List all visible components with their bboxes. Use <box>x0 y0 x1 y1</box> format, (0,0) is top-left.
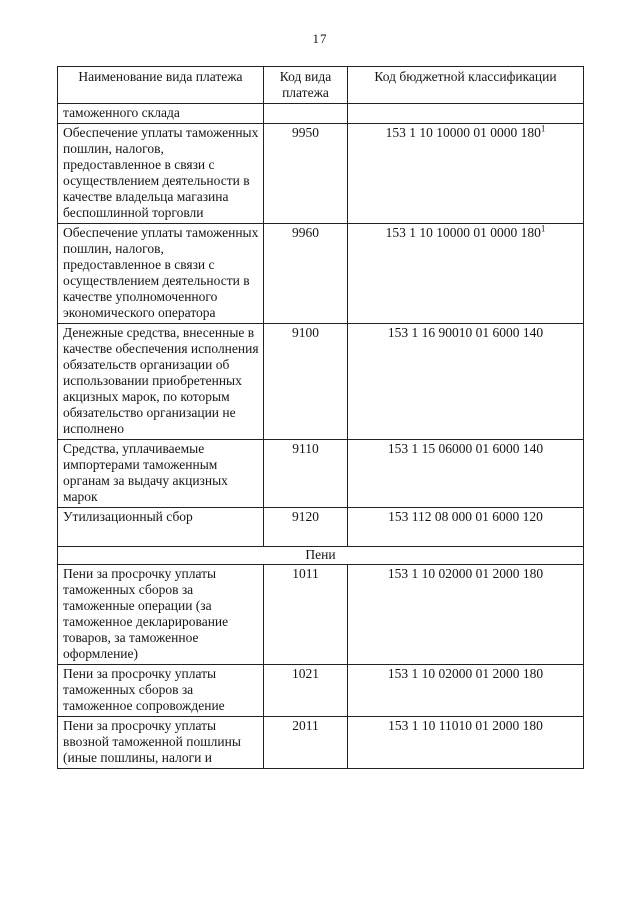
section-label: Пени <box>58 547 584 565</box>
header-payment-code: Код вида платежа <box>264 67 348 104</box>
table-row <box>58 104 584 124</box>
payment-name-cell: Обеспечение уплаты таможенных пошлин, налогов, предоставленное в связи с осуществлением деятельности в качестве уполномоченного экономического оператора <box>58 224 264 324</box>
header-budget-classification-code: Код бюджетной классификации <box>348 67 584 104</box>
table-header <box>58 67 584 104</box>
budget-classification-value: 153 1 10 10000 01 0000 180 <box>385 125 541 140</box>
payment-name-cell: Пени за просрочку уплаты таможенных сборов за таможенные операции (за таможенное декларирование товаров, за таможенное оформление) <box>58 565 264 665</box>
table-row <box>58 665 584 717</box>
budget-classification-cell <box>348 717 584 769</box>
budget-classification-cell <box>348 224 584 324</box>
page-number: 17 <box>312 31 328 46</box>
payments-table <box>57 66 584 769</box>
table-row <box>58 440 584 508</box>
payment-name-cell: Пени за просрочку уплаты ввозной таможенной пошлины (иные пошлины, налоги и <box>58 717 264 769</box>
budget-classification-value: 153 1 10 02000 01 2000 180 <box>387 566 544 581</box>
table-row <box>58 717 584 769</box>
payment-code-cell: 9120 <box>264 508 348 547</box>
payment-code-cell: 9110 <box>264 440 348 508</box>
budget-classification-value: 153 1 15 06000 01 6000 140 <box>387 441 544 456</box>
payment-code-cell: 1011 <box>264 565 348 665</box>
budget-classification-cell <box>348 324 584 440</box>
table-row <box>58 565 584 665</box>
table-row <box>58 324 584 440</box>
payment-code-cell: 1021 <box>264 665 348 717</box>
payment-name-cell: Денежные средства, внесенные в качестве обеспечения исполнения обязательств организации об использовании приобретенных акцизных марок, по которым обязательство организации не исполнено <box>58 324 264 440</box>
budget-classification-cell <box>348 104 584 124</box>
budget-classification-cell <box>348 665 584 717</box>
payment-code-cell: 9960 <box>264 224 348 324</box>
payment-code-cell: 2011 <box>264 717 348 769</box>
payment-code-cell: 9950 <box>264 124 348 224</box>
payment-code-cell: 9100 <box>264 324 348 440</box>
payment-name-cell: Пени за просрочку уплаты таможенных сборов за таможенное сопровождение <box>58 665 264 717</box>
table-row <box>58 508 584 547</box>
budget-classification-cell <box>348 440 584 508</box>
table-body <box>58 104 584 769</box>
payment-name-cell: Обеспечение уплаты таможенных пошлин, налогов, предоставленное в связи с осуществлением деятельности в качестве владельца магазина беспошлинной торговли <box>58 124 264 224</box>
footnote-marker: 1 <box>540 223 546 234</box>
budget-classification-cell <box>348 508 584 547</box>
header-row <box>58 67 584 104</box>
payment-name-cell: Утилизационный сбор <box>58 508 264 547</box>
table-row <box>58 124 584 224</box>
budget-classification-value: 153 1 10 02000 01 2000 180 <box>387 666 544 681</box>
payment-name-cell: таможенного склада <box>58 104 264 124</box>
budget-classification-cell <box>348 565 584 665</box>
payment-name-cell: Средства, уплачиваемые импортерами таможенным органам за выдачу акцизных марок <box>58 440 264 508</box>
section-row <box>58 547 584 565</box>
header-payment-name: Наименование вида платежа <box>58 67 264 104</box>
payment-code-cell <box>264 104 348 124</box>
budget-classification-value: 153 1 10 10000 01 0000 180 <box>385 225 541 240</box>
table-row <box>58 224 584 324</box>
budget-classification-value: 153 112 08 000 01 6000 120 <box>388 509 543 524</box>
budget-classification-cell <box>348 124 584 224</box>
budget-classification-value: 153 1 10 11010 01 2000 180 <box>388 718 543 733</box>
footnote-marker: 1 <box>540 123 546 134</box>
budget-classification-value: 153 1 16 90010 01 6000 140 <box>387 325 544 340</box>
